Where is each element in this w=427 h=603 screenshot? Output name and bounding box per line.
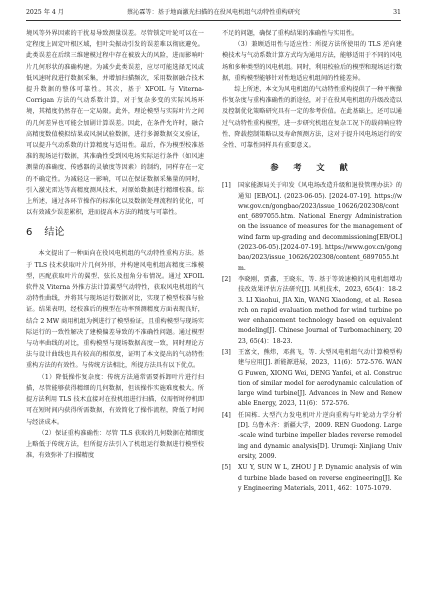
reference-item: [222, 411, 402, 462]
reference-text: 李晓刚，贾鑫，王晓东，等. 基于等效速模的风电机组增功技改效果评估方法研究[J]. 风机技术，2023, 65(4)：18-23. LI Xiaohui, JIA Xin, WANG Xiaodong, et al. Research on rapid evaluation method for wind turbine power enhancement technology based on equivalent modeling[J]. Chinese Journal of Turbomachinery, 2023, 65(4)：18-23.: [238, 275, 402, 345]
reference-number: [1]: [222, 182, 231, 190]
running-header: [26, 6, 401, 21]
body-paragraph: 境风等外界因素的干扰易导致测量误差。尽管锁定叶轮可以在一定程度上固定叶根区域，但叶尖振动引发的误差难以彻底避免。此类误差在后续三维建模过程中存在被放大的风险，进而影响叶片几何形状的准确构建。为减少此类误差，应尽可能选择无风或低风速时段进行数据采集，并增加扫描频次，采用数据融合技术提升数据的整体可靠性。其次，基于 XFOIL 与 Viterna-Corrigan 方法的气动系数计算，对于复杂多变的实际风场环境，其精度仍然存在一定局限。此外，理论模型与实际叶片之间的几何差异也可能会加剧计算误差。因此，在条件允许时，融合高精度数值模拟结果或风洞试验数据，进行多源数据交叉验证，可以提升气动系数的计算精度与适用性。最后，作为模型校准基准的现场运行数据，其准确性受到风电场实际运行条件（如风速测量的准确度、传感器的灵敏度等因素）的制约，同样存在一定的不确定性。为减轻这一影响，可以在保证数据采集量的同时，引入激光雷达等高精度测风技术，对原始数据进行精细校准。综上所述，通过各环节操作的标准化以及数据处理流程的优化，可以有效减少误差累积，进而提高本方法的精度与可靠性。: [26, 30, 204, 217]
reference-text: 国家能源局关于印发《风电场改造升级和退役管理办法》的通知 [EB/OL]. (2023-06-05). [2024-07-19]. https://www.gov.cn/gongbao/2023/issue_10626/202308/content_6897055.htm. National Energy Administration on the issuance of measures for the management of wind farm up-grading and decommissioning[EB/OL](2023-06-05).[2024-07-19]. https://www.gov.cn/gongbao/2023/issue_10626/202308/content_6897055.htm.: [238, 182, 402, 272]
body-paragraph: 本文提出了一种面向在役风电机组的气动特性重构方法。基于 TLS 技术获取叶片几何外形，并构建风电机组高精度三维模型，匹配获取叶片的翼型、弦长及扭角分布情况。通过 XFOIL 软件及 Viterna 外推方法计算翼型气动特性，获取风电机组的气动特性曲线，并将其与现场运行数据对比，实现了模型校准与验证。结果表明，经校准后的模型在功率预测精度方面表现良好，结合 2 MW 商用机组为例进行了模型验证，且重构模型与现场实际运行的一致性解决了建模偏差导致的不准确性问题。通过模型与功率曲线的对比，重构模型与现场数据高度一致，同时理论方法与设计曲线也具有较高的相似度，证明了本文提出的气动特性重构方法的有效性。与传统方法相比，所提方法具有以下优点。: [26, 250, 204, 370]
reference-number: [5]: [222, 464, 231, 472]
reference-text: 任国栋. 大型汽力发电机叶片逆向重构与叶轮动力学分析[D]. 乌鲁木齐：新疆大学，2009. REN Guodong. Large-scale wind turbine impeller blades reverse remodeling and dynamic analysis[D]. Urumqi: Xinjiang University, 2009.: [238, 411, 402, 460]
reference-item: [222, 348, 402, 410]
left-column: [26, 28, 204, 461]
reference-item: [222, 463, 402, 494]
body-paragraph: 综上所述，本文为风电机组的气动特性重构提供了一种平衡操作复杂度与重构准确性的新途径，对于在役风电机组的升级改造以及控制优化策略研究具有一定的参考价值。在此基础上，还可以通过气动特性重构模型，进一步研究机组在复杂工况下的载荷响应特性、降载控制策略以及寿命预测方法，这对于提升风电场运行的安全性、可靠性同样具有重要意义。: [222, 86, 402, 150]
references-heading: 参 考 文 献: [270, 162, 354, 173]
body-paragraph: （1）降低操作复杂度：传统方法通常需要拆卸叶片进行扫描，尽管能够获得精细的几何数据，但该操作实施难度极大。所提方法利用 TLS 技术直接对在役机组进行扫描，仅需暂时停机即可在短时间内获得所需数据，有效简化了操作流程，降低了时间与经济成本。: [26, 373, 204, 426]
body-paragraph: （2）保证重构准确性：尽管 TLS 获取的几何数据在精细度上略低于传统方法，但所提方法引入了机组运行数据进行模型校准，有效弥补了扫描精度: [26, 429, 204, 460]
page-number: 31: [393, 9, 401, 16]
section-number: 6: [26, 227, 33, 239]
reference-number: [3]: [222, 348, 231, 356]
header-title: 蔡沁霖等：基于地面激光扫描的在役风电机组气动特性重构研究: [126, 9, 301, 16]
reference-item: [222, 181, 402, 274]
reference-number: [2]: [222, 275, 231, 283]
body-paragraph: 不足的问题，确保了重构结果的准确性与实用性。: [222, 30, 359, 37]
reference-number: [4]: [222, 411, 231, 419]
section-title: 结论: [44, 227, 65, 239]
section-heading-conclusion: [26, 226, 204, 240]
body-paragraph: （3）兼顾适用性与适应性：所提方法所使用的 TLS 逆向建模技术与气动系数计算方式均为通用方法，能够适用于不同的风电场和多种类型的风电机组。同时，利用校验后的模型和现场运行数据，重构模型能够针对性地适应机组间的性能差异。: [222, 41, 402, 82]
reference-text: XU Y, SUN W L, ZHOU J P. Dynamic analysis of wind turbine blade based on reverse engineering[J]. Key Engineering Materials, 2011, 462：1075-1079.: [238, 464, 402, 492]
reference-list: [222, 181, 402, 494]
header-date: 2025 年 4 月: [26, 9, 64, 16]
reference-text: 王富文，熊炜，邓燕飞，等. 大型风电机组气动计算模型构建与应用[J]. 新能源进展，2023，11(6)：572-576. WANG Fuwen, XIONG Wei, DENG Yanfei, et al. Construction of similar model for aerodynamic calculation of large wind turbine[J]. Advances in New and Renewable Energy, 2023, 11(6)：572-576.: [238, 348, 402, 408]
right-column: [222, 28, 402, 495]
reference-item: [222, 275, 402, 347]
